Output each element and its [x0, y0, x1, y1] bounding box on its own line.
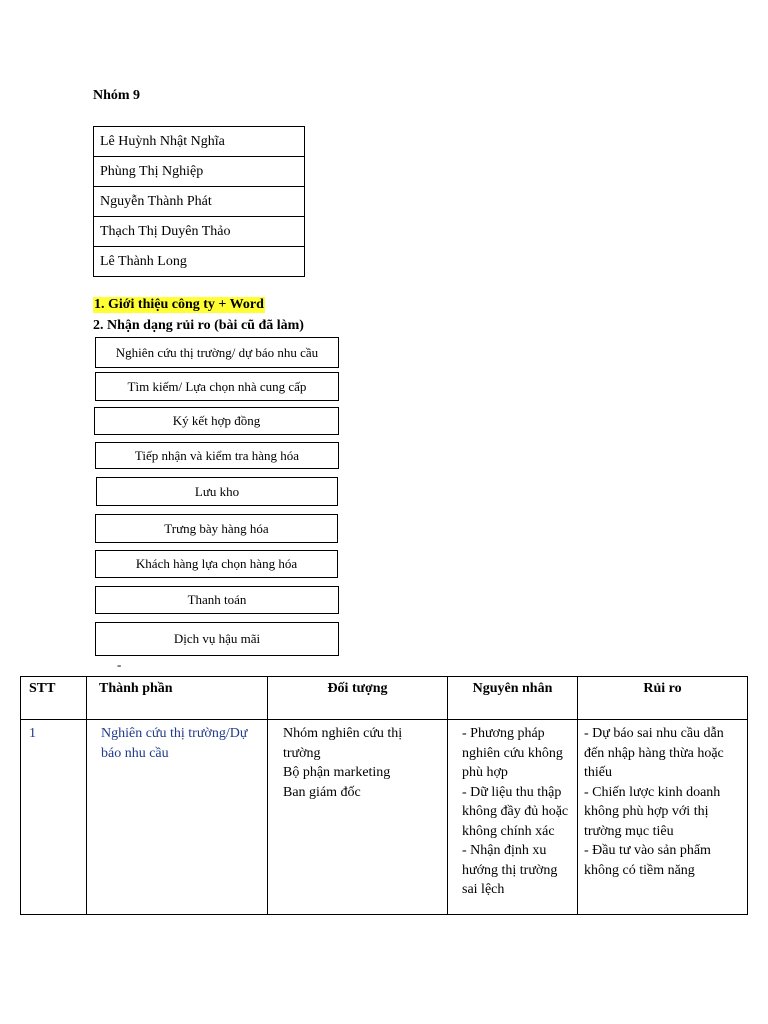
- process-step: Dịch vụ hậu mãi: [95, 622, 339, 656]
- risk-table-header: [21, 677, 748, 720]
- subject-line: Nhóm nghiên cứu thị trường: [283, 726, 403, 761]
- section-heading-risk: 2. Nhận dạng rủi ro (bài cũ đã làm): [93, 318, 304, 333]
- group-title: Nhóm 9: [93, 88, 141, 103]
- cause-line: - Nhận định xu hướng thị trường sai lệch: [462, 843, 558, 897]
- dash-bullet: -: [117, 657, 122, 672]
- process-step: Khách hàng lựa chọn hàng hóa: [95, 550, 338, 578]
- member-name: Lê Thành Long: [94, 247, 305, 277]
- process-step: Ký kết hợp đồng: [94, 407, 339, 435]
- cause-line: - Phương pháp nghiên cứu không phù hợp: [462, 726, 563, 780]
- risk-line: - Đầu tư vào sản phẩm không có tiềm năng: [584, 843, 711, 878]
- cell-component: Nghiên cứu thị trường/Dự báo nhu cầu: [87, 720, 268, 915]
- member-name: Nguyễn Thành Phát: [94, 187, 305, 217]
- cell-causes: [448, 720, 578, 915]
- risk-table: [20, 676, 748, 915]
- risk-line: - Dự báo sai nhu cầu dẫn đến nhập hàng thừa hoặc thiếu: [584, 726, 724, 780]
- header-stt: STT: [21, 677, 87, 720]
- member-table: [93, 126, 305, 277]
- process-step: Tiếp nhận và kiểm tra hàng hóa: [95, 442, 339, 469]
- process-step: Tìm kiếm/ Lựa chọn nhà cung cấp: [95, 372, 339, 401]
- risk-line: - Chiến lược kinh doanh không phù hợp với thị trường mục tiêu: [584, 784, 721, 839]
- member-name: Phùng Thị Nghiệp: [94, 157, 305, 187]
- process-step: Trưng bày hàng hóa: [95, 514, 338, 543]
- header-cause: Nguyên nhân: [448, 677, 578, 720]
- subject-line: Ban giám đốc: [283, 784, 361, 800]
- member-name: Lê Huỳnh Nhật Nghĩa: [94, 127, 305, 157]
- subject-line: Bộ phận marketing: [283, 765, 391, 780]
- process-step: Thanh toán: [95, 586, 339, 614]
- header-subject: Đối tượng: [268, 677, 448, 720]
- table-row: [21, 720, 748, 915]
- header-risk: Rủi ro: [578, 677, 748, 720]
- process-step: Lưu kho: [96, 477, 338, 506]
- cause-line: - Dữ liệu thu thập không đầy đủ hoặc không chính xác: [462, 784, 569, 839]
- cell-subjects: [268, 720, 448, 915]
- header-component: Thành phần: [87, 677, 268, 720]
- member-name: Thạch Thị Duyên Thảo: [94, 217, 305, 247]
- process-step: Nghiên cứu thị trường/ dự báo nhu cầu: [95, 337, 339, 368]
- section-heading-intro: 1. Giới thiệu công ty + Word: [94, 297, 264, 312]
- cell-stt: 1: [21, 720, 87, 915]
- cell-risks: [578, 720, 748, 915]
